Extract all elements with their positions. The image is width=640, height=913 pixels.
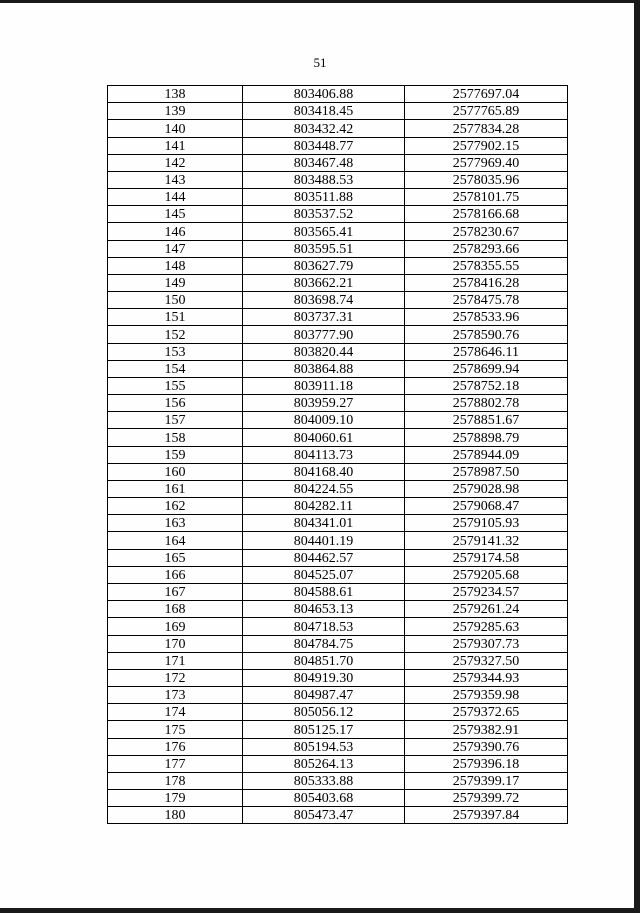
- x-coordinate-cell: 804168.40: [243, 463, 405, 480]
- point-number-cell: 144: [108, 189, 243, 206]
- point-number-cell: 147: [108, 240, 243, 257]
- point-number-cell: 166: [108, 566, 243, 583]
- point-number-cell: 153: [108, 343, 243, 360]
- point-number-cell: 143: [108, 171, 243, 188]
- y-coordinate-cell: 2577834.28: [405, 120, 568, 137]
- x-coordinate-cell: 803864.88: [243, 360, 405, 377]
- table-row: [108, 120, 568, 137]
- table-row: [108, 292, 568, 309]
- table-row: [108, 721, 568, 738]
- point-number-cell: 150: [108, 292, 243, 309]
- table-row: [108, 618, 568, 635]
- table-row: [108, 635, 568, 652]
- x-coordinate-cell: 803537.52: [243, 206, 405, 223]
- y-coordinate-cell: 2579390.76: [405, 738, 568, 755]
- y-coordinate-cell: 2578230.67: [405, 223, 568, 240]
- y-coordinate-cell: 2579327.50: [405, 652, 568, 669]
- point-number-cell: 169: [108, 618, 243, 635]
- x-coordinate-cell: 803565.41: [243, 223, 405, 240]
- x-coordinate-cell: 804462.57: [243, 549, 405, 566]
- x-coordinate-cell: 805403.68: [243, 790, 405, 807]
- table-row: [108, 257, 568, 274]
- point-number-cell: 158: [108, 429, 243, 446]
- x-coordinate-cell: 805194.53: [243, 738, 405, 755]
- point-number-cell: 163: [108, 515, 243, 532]
- y-coordinate-cell: 2579307.73: [405, 635, 568, 652]
- table-row: [108, 154, 568, 171]
- y-coordinate-cell: 2578293.66: [405, 240, 568, 257]
- x-coordinate-cell: 803737.31: [243, 309, 405, 326]
- point-number-cell: 148: [108, 257, 243, 274]
- point-number-cell: 159: [108, 446, 243, 463]
- table-row: [108, 807, 568, 824]
- y-coordinate-cell: 2578355.55: [405, 257, 568, 274]
- coordinates-table-body: [108, 86, 568, 824]
- x-coordinate-cell: 804987.47: [243, 687, 405, 704]
- y-coordinate-cell: 2578752.18: [405, 377, 568, 394]
- x-coordinate-cell: 803662.21: [243, 274, 405, 291]
- point-number-cell: 151: [108, 309, 243, 326]
- table-row: [108, 326, 568, 343]
- point-number-cell: 155: [108, 377, 243, 394]
- y-coordinate-cell: 2579359.98: [405, 687, 568, 704]
- y-coordinate-cell: 2578802.78: [405, 395, 568, 412]
- y-coordinate-cell: 2579261.24: [405, 601, 568, 618]
- coordinates-table: [107, 85, 568, 824]
- y-coordinate-cell: 2579105.93: [405, 515, 568, 532]
- x-coordinate-cell: 805125.17: [243, 721, 405, 738]
- point-number-cell: 161: [108, 480, 243, 497]
- x-coordinate-cell: 803595.51: [243, 240, 405, 257]
- point-number-cell: 149: [108, 274, 243, 291]
- point-number-cell: 164: [108, 532, 243, 549]
- point-number-cell: 174: [108, 704, 243, 721]
- table-row: [108, 772, 568, 789]
- point-number-cell: 176: [108, 738, 243, 755]
- x-coordinate-cell: 804919.30: [243, 669, 405, 686]
- point-number-cell: 171: [108, 652, 243, 669]
- table-row: [108, 532, 568, 549]
- x-coordinate-cell: 804653.13: [243, 601, 405, 618]
- x-coordinate-cell: 804401.19: [243, 532, 405, 549]
- y-coordinate-cell: 2579372.65: [405, 704, 568, 721]
- x-coordinate-cell: 804224.55: [243, 480, 405, 497]
- y-coordinate-cell: 2578944.09: [405, 446, 568, 463]
- y-coordinate-cell: 2578851.67: [405, 412, 568, 429]
- x-coordinate-cell: 804851.70: [243, 652, 405, 669]
- x-coordinate-cell: 803511.88: [243, 189, 405, 206]
- point-number-cell: 140: [108, 120, 243, 137]
- y-coordinate-cell: 2579399.72: [405, 790, 568, 807]
- table-row: [108, 377, 568, 394]
- table-row: [108, 704, 568, 721]
- point-number-cell: 179: [108, 790, 243, 807]
- x-coordinate-cell: 805056.12: [243, 704, 405, 721]
- x-coordinate-cell: 804525.07: [243, 566, 405, 583]
- table-row: [108, 171, 568, 188]
- x-coordinate-cell: 804784.75: [243, 635, 405, 652]
- x-coordinate-cell: 804113.73: [243, 446, 405, 463]
- x-coordinate-cell: 804009.10: [243, 412, 405, 429]
- y-coordinate-cell: 2578166.68: [405, 206, 568, 223]
- scan-edge-right: [634, 0, 640, 913]
- x-coordinate-cell: 804588.61: [243, 583, 405, 600]
- y-coordinate-cell: 2578898.79: [405, 429, 568, 446]
- table-row: [108, 137, 568, 154]
- x-coordinate-cell: 805264.13: [243, 755, 405, 772]
- point-number-cell: 146: [108, 223, 243, 240]
- y-coordinate-cell: 2578475.78: [405, 292, 568, 309]
- x-coordinate-cell: 803467.48: [243, 154, 405, 171]
- x-coordinate-cell: 805473.47: [243, 807, 405, 824]
- scan-edge-top: [0, 0, 640, 3]
- point-number-cell: 173: [108, 687, 243, 704]
- point-number-cell: 157: [108, 412, 243, 429]
- x-coordinate-cell: 803627.79: [243, 257, 405, 274]
- point-number-cell: 142: [108, 154, 243, 171]
- table-row: [108, 360, 568, 377]
- point-number-cell: 172: [108, 669, 243, 686]
- x-coordinate-cell: 804282.11: [243, 498, 405, 515]
- table-row: [108, 515, 568, 532]
- point-number-cell: 160: [108, 463, 243, 480]
- table-row: [108, 429, 568, 446]
- y-coordinate-cell: 2577697.04: [405, 86, 568, 103]
- table-row: [108, 274, 568, 291]
- x-coordinate-cell: 804060.61: [243, 429, 405, 446]
- table-row: [108, 223, 568, 240]
- y-coordinate-cell: 2579205.68: [405, 566, 568, 583]
- x-coordinate-cell: 804718.53: [243, 618, 405, 635]
- y-coordinate-cell: 2577969.40: [405, 154, 568, 171]
- table-row: [108, 343, 568, 360]
- table-row: [108, 463, 568, 480]
- y-coordinate-cell: 2579344.93: [405, 669, 568, 686]
- table-row: [108, 103, 568, 120]
- y-coordinate-cell: 2578646.11: [405, 343, 568, 360]
- table-row: [108, 687, 568, 704]
- table-row: [108, 790, 568, 807]
- point-number-cell: 156: [108, 395, 243, 412]
- y-coordinate-cell: 2579068.47: [405, 498, 568, 515]
- table-row: [108, 189, 568, 206]
- point-number-cell: 168: [108, 601, 243, 618]
- point-number-cell: 180: [108, 807, 243, 824]
- table-row: [108, 206, 568, 223]
- table-row: [108, 738, 568, 755]
- table-row: [108, 566, 568, 583]
- table-row: [108, 549, 568, 566]
- x-coordinate-cell: 804341.01: [243, 515, 405, 532]
- point-number-cell: 152: [108, 326, 243, 343]
- page-number: 51: [313, 55, 327, 70]
- x-coordinate-cell: 803418.45: [243, 103, 405, 120]
- x-coordinate-cell: 803698.74: [243, 292, 405, 309]
- table-row: [108, 412, 568, 429]
- point-number-cell: 154: [108, 360, 243, 377]
- x-coordinate-cell: 803432.42: [243, 120, 405, 137]
- y-coordinate-cell: 2578699.94: [405, 360, 568, 377]
- x-coordinate-cell: 803959.27: [243, 395, 405, 412]
- y-coordinate-cell: 2579285.63: [405, 618, 568, 635]
- point-number-cell: 138: [108, 86, 243, 103]
- y-coordinate-cell: 2579396.18: [405, 755, 568, 772]
- table-row: [108, 480, 568, 497]
- y-coordinate-cell: 2578987.50: [405, 463, 568, 480]
- point-number-cell: 141: [108, 137, 243, 154]
- point-number-cell: 175: [108, 721, 243, 738]
- table-row: [108, 446, 568, 463]
- y-coordinate-cell: 2579174.58: [405, 549, 568, 566]
- y-coordinate-cell: 2578101.75: [405, 189, 568, 206]
- y-coordinate-cell: 2577902.15: [405, 137, 568, 154]
- table-row: [108, 498, 568, 515]
- point-number-cell: 178: [108, 772, 243, 789]
- x-coordinate-cell: 803820.44: [243, 343, 405, 360]
- y-coordinate-cell: 2578416.28: [405, 274, 568, 291]
- x-coordinate-cell: 803406.88: [243, 86, 405, 103]
- point-number-cell: 170: [108, 635, 243, 652]
- y-coordinate-cell: 2579382.91: [405, 721, 568, 738]
- y-coordinate-cell: 2578533.96: [405, 309, 568, 326]
- point-number-cell: 165: [108, 549, 243, 566]
- y-coordinate-cell: 2579399.17: [405, 772, 568, 789]
- point-number-cell: 167: [108, 583, 243, 600]
- table-row: [108, 601, 568, 618]
- point-number-cell: 162: [108, 498, 243, 515]
- x-coordinate-cell: 803911.18: [243, 377, 405, 394]
- y-coordinate-cell: 2578590.76: [405, 326, 568, 343]
- point-number-cell: 145: [108, 206, 243, 223]
- point-number-cell: 139: [108, 103, 243, 120]
- table-row: [108, 652, 568, 669]
- y-coordinate-cell: 2579028.98: [405, 480, 568, 497]
- y-coordinate-cell: 2578035.96: [405, 171, 568, 188]
- y-coordinate-cell: 2579397.84: [405, 807, 568, 824]
- y-coordinate-cell: 2579234.57: [405, 583, 568, 600]
- y-coordinate-cell: 2579141.32: [405, 532, 568, 549]
- x-coordinate-cell: 803777.90: [243, 326, 405, 343]
- table-row: [108, 669, 568, 686]
- x-coordinate-cell: 805333.88: [243, 772, 405, 789]
- table-row: [108, 755, 568, 772]
- x-coordinate-cell: 803448.77: [243, 137, 405, 154]
- point-number-cell: 177: [108, 755, 243, 772]
- table-row: [108, 583, 568, 600]
- table-row: [108, 309, 568, 326]
- table-row: [108, 240, 568, 257]
- x-coordinate-cell: 803488.53: [243, 171, 405, 188]
- table-row: [108, 395, 568, 412]
- scan-edge-bottom: [0, 908, 640, 913]
- table-row: [108, 86, 568, 103]
- y-coordinate-cell: 2577765.89: [405, 103, 568, 120]
